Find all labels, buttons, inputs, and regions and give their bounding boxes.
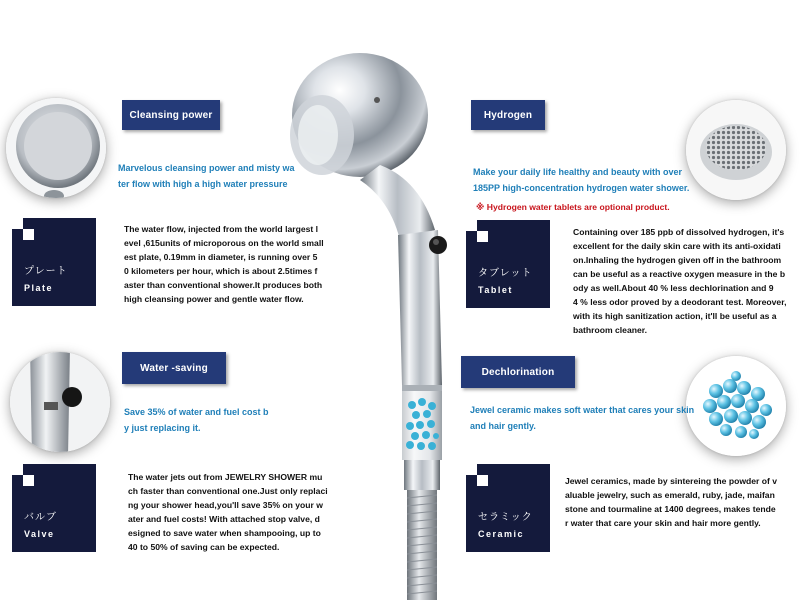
- ceramic-jp-label: セラミック: [478, 512, 533, 523]
- valve-description: The water jets out from JEWELRY SHOWER mu ch faster than conventional one.Just only replaci ng your shower head,you'll save 35% on your w ater and fuel costs! With attached stop valve, d esigned to save water when shampooing, up to 40 to 50% of saving can be expected.: [128, 472, 328, 552]
- water-saving-label: Water -saving: [122, 352, 226, 384]
- plate-description: The water flow, injected from the world largest l evel ,615units of microporous on the world small est plate, 0.19mm in diameter, is running over 5 0 kilometers per hour, which is about 2.5times f aster than conventional shower.It produces both high cleansing power and gentle water flow.: [124, 224, 324, 304]
- hydrogen-label: Hydrogen: [471, 100, 545, 130]
- ceramic-box: [466, 464, 550, 552]
- plate-en-label: Plate: [24, 283, 54, 293]
- tablet-en-label: Tablet: [478, 285, 513, 295]
- cleansing-power-label: Cleansing power: [122, 100, 220, 130]
- valve-box: [12, 464, 96, 552]
- hydrogen-description: Make your daily life healthy and beauty with over 185PP high-concentration hydrogen water shower.: [473, 167, 690, 193]
- valve-jp-label: バルブ: [24, 512, 57, 523]
- dechlorination-description: Jewel ceramic makes soft water that cares your skin and hair gently.: [470, 405, 695, 431]
- shower-face-image: [6, 98, 106, 198]
- tablet-image: [686, 100, 786, 200]
- plate-box: [12, 218, 96, 306]
- ceramic-beads-image: [686, 356, 786, 456]
- dechlorination-label: Dechlorination: [461, 356, 575, 388]
- hydrogen-tablet-note: ※ Hydrogen water tablets are optional product.: [476, 202, 670, 212]
- ceramic-en-label: Ceramic: [478, 529, 525, 539]
- ceramic-description: Jewel ceramics, made by sintereing the powder of v aluable jewelry, such as emerald, ruby, jade, maifan stone and tourmaline at 1400 degrees, makes tende r water that care your skin and hair more gently.: [565, 476, 778, 528]
- valve-en-label: Valve: [24, 529, 55, 539]
- cleansing-description: Marvelous cleansing power and misty wa ter flow with high a high water pressure: [118, 163, 295, 189]
- plate-jp-label: プレート: [24, 266, 68, 277]
- valve-image: [10, 352, 110, 452]
- tablet-jp-label: タブレット: [478, 268, 533, 279]
- water-saving-description: Save 35% of water and fuel cost b y just replacing it.: [124, 407, 269, 433]
- tablet-description: Containing over 185 ppb of dissolved hydrogen, it's excellent for the daily skin care with its anti-oxidati on.Inhaling the hydrogen given off in the bathroom can be useful as a reactive oxygen measure in the b ody as well.About 40 % less dechlorination and 9 4 % less odor proved by a deodorant test. Moreover, with its high sanitization action, it'll be useful as a bathroom cleaner.: [573, 227, 787, 335]
- tablet-box: [466, 220, 550, 308]
